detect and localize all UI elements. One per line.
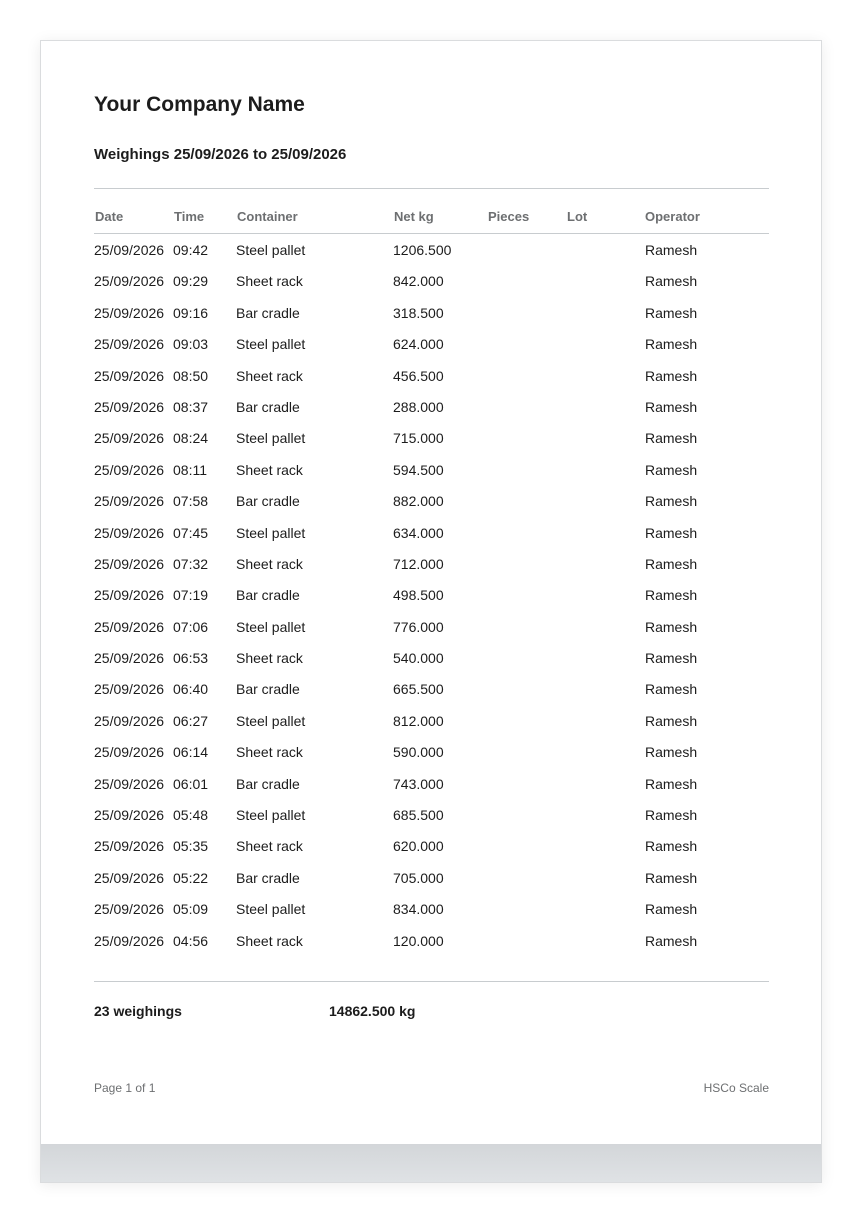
- cell-operator: Ramesh: [645, 901, 698, 918]
- cell-net-kg: 594.500: [393, 461, 444, 478]
- table-row: [94, 234, 769, 265]
- cell-date: 25/09/2026: [94, 461, 165, 478]
- cell-time: 09:03: [173, 336, 209, 353]
- cell-operator: Ramesh: [645, 242, 698, 258]
- column-header-operator: Operator: [645, 209, 700, 224]
- cell-time: 08:24: [173, 430, 209, 447]
- cell-operator: Ramesh: [645, 838, 698, 855]
- table-row: [94, 925, 769, 956]
- cell-container: Sheet rack: [236, 932, 303, 949]
- cell-date: 25/09/2026: [94, 367, 165, 384]
- cell-operator: Ramesh: [645, 650, 698, 667]
- cell-time: 08:50: [173, 367, 209, 384]
- table-row: [94, 265, 769, 296]
- cell-time: 07:32: [173, 555, 209, 572]
- table-row: [94, 768, 769, 799]
- cell-operator: Ramesh: [645, 524, 698, 541]
- cell-operator: Ramesh: [645, 869, 698, 886]
- cell-net-kg: 882.000: [393, 493, 444, 510]
- cell-time: 07:58: [173, 493, 209, 510]
- cell-net-kg: 120.000: [393, 932, 444, 949]
- cell-net-kg: 620.000: [393, 838, 444, 855]
- total-net-weight: 14862.500 kg: [329, 1003, 416, 1019]
- column-header-time: Time: [174, 209, 205, 224]
- table-body: [94, 234, 769, 956]
- company-name: Your Company Name: [94, 93, 305, 116]
- cell-time: 06:53: [173, 650, 209, 667]
- cell-operator: Ramesh: [645, 367, 698, 384]
- table-row: [94, 705, 769, 736]
- cell-net-kg: 540.000: [393, 650, 444, 667]
- cell-time: 06:27: [173, 712, 209, 729]
- cell-container: Steel pallet: [236, 807, 306, 824]
- cell-date: 25/09/2026: [94, 555, 165, 572]
- cell-net-kg: 712.000: [393, 555, 444, 572]
- table-row: [94, 297, 769, 328]
- cell-net-kg: 776.000: [393, 618, 444, 635]
- cell-date: 25/09/2026: [94, 587, 165, 604]
- cell-operator: Ramesh: [645, 398, 698, 415]
- cell-container: Sheet rack: [236, 461, 303, 478]
- table-row: [94, 799, 769, 830]
- cell-time: 07:06: [173, 618, 209, 635]
- cell-container: Bar cradle: [236, 493, 300, 510]
- cell-time: 09:42: [173, 242, 209, 258]
- column-header-lot: Lot: [567, 209, 588, 224]
- cell-net-kg: 812.000: [393, 712, 444, 729]
- table-row: [94, 830, 769, 861]
- cell-container: Sheet rack: [236, 744, 303, 761]
- cell-container: Bar cradle: [236, 869, 300, 886]
- cell-operator: Ramesh: [645, 461, 698, 478]
- cell-time: 07:45: [173, 524, 209, 541]
- cell-time: 08:37: [173, 398, 209, 415]
- cell-date: 25/09/2026: [94, 744, 165, 761]
- table-row: [94, 862, 769, 893]
- cell-date: 25/09/2026: [94, 242, 165, 258]
- cell-date: 25/09/2026: [94, 524, 165, 541]
- cell-net-kg: 834.000: [393, 901, 444, 918]
- cell-container: Steel pallet: [236, 524, 306, 541]
- cell-net-kg: 456.500: [393, 367, 444, 384]
- cell-time: 05:22: [173, 869, 209, 886]
- cell-container: Bar cradle: [236, 681, 300, 698]
- table-header: [94, 207, 769, 234]
- cell-time: 05:35: [173, 838, 209, 855]
- cell-time: 09:16: [173, 304, 209, 321]
- table-row: [94, 548, 769, 579]
- cell-container: Bar cradle: [236, 304, 300, 321]
- cell-date: 25/09/2026: [94, 681, 165, 698]
- cell-operator: Ramesh: [645, 775, 698, 792]
- cell-container: Sheet rack: [236, 273, 303, 290]
- cell-container: Bar cradle: [236, 398, 300, 415]
- cell-net-kg: 590.000: [393, 744, 444, 761]
- table-row: [94, 360, 769, 391]
- cell-operator: Ramesh: [645, 430, 698, 447]
- cell-time: 05:09: [173, 901, 209, 918]
- footer-brand: HSCo Scale: [703, 1081, 769, 1095]
- cell-date: 25/09/2026: [94, 493, 165, 510]
- cell-container: Steel pallet: [236, 712, 306, 729]
- cell-date: 25/09/2026: [94, 932, 165, 949]
- cell-date: 25/09/2026: [94, 807, 165, 824]
- cell-net-kg: 498.500: [393, 587, 444, 604]
- column-header-pieces: Pieces: [488, 209, 530, 224]
- table-row: [94, 611, 769, 642]
- column-header-net-kg: Net kg: [394, 209, 434, 224]
- cell-date: 25/09/2026: [94, 650, 165, 667]
- cell-net-kg: 634.000: [393, 524, 444, 541]
- sheet-bottom-edge: [41, 1144, 821, 1182]
- cell-date: 25/09/2026: [94, 869, 165, 886]
- cell-operator: Ramesh: [645, 336, 698, 353]
- cell-operator: Ramesh: [645, 304, 698, 321]
- cell-operator: Ramesh: [645, 273, 698, 290]
- cell-operator: Ramesh: [645, 744, 698, 761]
- cell-time: 05:48: [173, 807, 209, 824]
- cell-operator: Ramesh: [645, 618, 698, 635]
- cell-container: Sheet rack: [236, 367, 303, 384]
- totals-divider: [94, 981, 769, 982]
- cell-date: 25/09/2026: [94, 775, 165, 792]
- table-row: [94, 893, 769, 924]
- table-row: [94, 328, 769, 359]
- cell-operator: Ramesh: [645, 932, 698, 949]
- header-divider: [94, 188, 769, 189]
- cell-container: Steel pallet: [236, 901, 306, 918]
- cell-time: 07:19: [173, 587, 209, 604]
- cell-net-kg: 624.000: [393, 336, 444, 353]
- cell-container: Steel pallet: [236, 242, 306, 258]
- cell-date: 25/09/2026: [94, 618, 165, 635]
- cell-time: 06:01: [173, 775, 209, 792]
- cell-time: 08:11: [173, 461, 207, 478]
- cell-net-kg: 288.000: [393, 398, 444, 415]
- cell-time: 06:14: [173, 744, 209, 761]
- column-header-date: Date: [95, 209, 124, 224]
- cell-time: 04:56: [173, 932, 209, 949]
- table-row: [94, 579, 769, 610]
- cell-container: Steel pallet: [236, 618, 306, 635]
- column-header-container: Container: [237, 209, 298, 224]
- page-number: Page 1 of 1: [94, 1081, 156, 1095]
- table-row: [94, 642, 769, 673]
- table-row: [94, 454, 769, 485]
- cell-container: Steel pallet: [236, 336, 306, 353]
- cell-date: 25/09/2026: [94, 398, 165, 415]
- cell-net-kg: 318.500: [393, 304, 444, 321]
- cell-container: Bar cradle: [236, 587, 300, 604]
- cell-date: 25/09/2026: [94, 430, 165, 447]
- cell-net-kg: 665.500: [393, 681, 444, 698]
- report-subtitle: Weighings 25/09/2026 to 25/09/2026: [94, 146, 347, 163]
- cell-date: 25/09/2026: [94, 901, 165, 918]
- cell-container: Sheet rack: [236, 838, 303, 855]
- cell-date: 25/09/2026: [94, 273, 165, 290]
- table-row: [94, 673, 769, 704]
- cell-container: Steel pallet: [236, 430, 306, 447]
- table-row: [94, 391, 769, 422]
- cell-time: 06:40: [173, 681, 209, 698]
- cell-date: 25/09/2026: [94, 304, 165, 321]
- cell-container: Bar cradle: [236, 775, 300, 792]
- report-sheet: [40, 40, 822, 1183]
- cell-net-kg: 842.000: [393, 273, 444, 290]
- table-row: [94, 485, 769, 516]
- cell-operator: Ramesh: [645, 712, 698, 729]
- cell-time: 09:29: [173, 273, 209, 290]
- total-weighings-count: 23 weighings: [94, 1003, 182, 1019]
- cell-net-kg: 685.500: [393, 807, 444, 824]
- cell-net-kg: 1206.500: [393, 242, 452, 258]
- table-row: [94, 517, 769, 548]
- table-row: [94, 422, 769, 453]
- cell-net-kg: 705.000: [393, 869, 444, 886]
- cell-operator: Ramesh: [645, 493, 698, 510]
- cell-operator: Ramesh: [645, 681, 698, 698]
- cell-container: Sheet rack: [236, 650, 303, 667]
- cell-date: 25/09/2026: [94, 838, 165, 855]
- cell-operator: Ramesh: [645, 807, 698, 824]
- cell-net-kg: 715.000: [393, 430, 444, 447]
- cell-container: Sheet rack: [236, 555, 303, 572]
- table-row: [94, 736, 769, 767]
- cell-date: 25/09/2026: [94, 712, 165, 729]
- cell-operator: Ramesh: [645, 555, 698, 572]
- cell-date: 25/09/2026: [94, 336, 165, 353]
- cell-net-kg: 743.000: [393, 775, 444, 792]
- cell-operator: Ramesh: [645, 587, 698, 604]
